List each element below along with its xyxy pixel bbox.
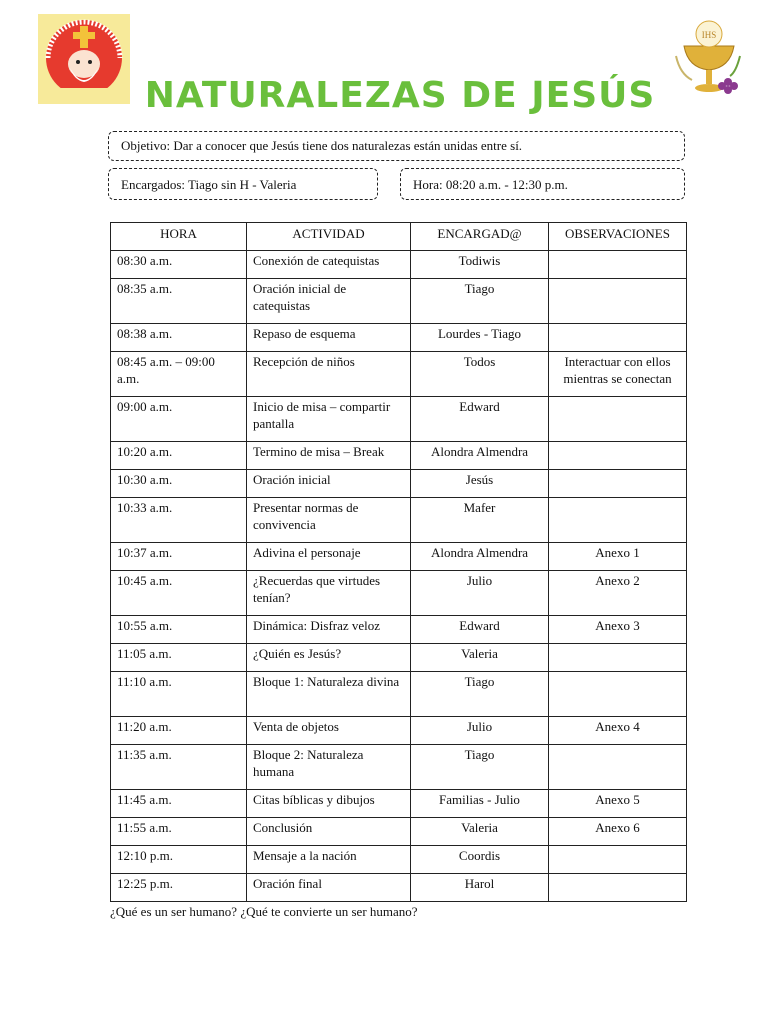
cell-actividad: Termino de misa – Break — [247, 442, 411, 470]
cell-observaciones: Anexo 5 — [549, 790, 687, 818]
cell-encargado: Julio — [411, 571, 549, 616]
encargados-text: Encargados: Tiago sin H - Valeria — [121, 177, 297, 192]
cell-observaciones: Anexo 1 — [549, 543, 687, 571]
cell-observaciones — [549, 324, 687, 352]
cell-hora: 11:05 a.m. — [111, 644, 247, 672]
header-observaciones: OBSERVACIONES — [549, 223, 687, 251]
parish-logo — [38, 14, 130, 104]
table-row — [111, 644, 687, 672]
table-row — [111, 745, 687, 790]
cell-encargado: Tiago — [411, 279, 549, 324]
cell-encargado: Coordis — [411, 846, 549, 874]
cell-encargado: Julio — [411, 717, 549, 745]
svg-text:IHS: IHS — [701, 30, 717, 40]
cell-actividad: ¿Quién es Jesús? — [247, 644, 411, 672]
table-row — [111, 442, 687, 470]
cell-observaciones — [549, 846, 687, 874]
table-row — [111, 324, 687, 352]
cell-encargado: Jesús — [411, 470, 549, 498]
schedule-table — [110, 222, 687, 902]
cell-actividad: Venta de objetos — [247, 717, 411, 745]
table-row — [111, 846, 687, 874]
table-header-row — [111, 223, 687, 251]
table-row — [111, 279, 687, 324]
cell-encargado: Valeria — [411, 644, 549, 672]
table-row — [111, 470, 687, 498]
cell-hora: 10:20 a.m. — [111, 442, 247, 470]
cell-actividad: Bloque 2: Naturaleza humana — [247, 745, 411, 790]
cell-hora: 08:45 a.m. – 09:00 a.m. — [111, 352, 247, 397]
cell-hora: 10:37 a.m. — [111, 543, 247, 571]
cell-actividad: Oración final — [247, 874, 411, 902]
cell-hora: 11:10 a.m. — [111, 672, 247, 717]
table-row — [111, 571, 687, 616]
cell-hora: 11:55 a.m. — [111, 818, 247, 846]
cell-encargado: Edward — [411, 397, 549, 442]
cell-actividad: Recepción de niños — [247, 352, 411, 397]
cell-hora: 09:00 a.m. — [111, 397, 247, 442]
cell-encargado: Mafer — [411, 498, 549, 543]
cell-hora: 08:35 a.m. — [111, 279, 247, 324]
cell-hora: 12:10 p.m. — [111, 846, 247, 874]
table-row — [111, 616, 687, 644]
cell-hora: 12:25 p.m. — [111, 874, 247, 902]
header-actividad: ACTIVIDAD — [247, 223, 411, 251]
hora-text: Hora: 08:20 a.m. - 12:30 p.m. — [413, 177, 568, 192]
chalice-ihs-icon — [670, 16, 748, 100]
cell-observaciones — [549, 644, 687, 672]
cell-actividad: ¿Recuerdas que virtudes tenían? — [247, 571, 411, 616]
cell-encargado: Todos — [411, 352, 549, 397]
cell-encargado: Valeria — [411, 818, 549, 846]
closing-question: ¿Qué es un ser humano? ¿Qué te convierte un ser humano? — [110, 904, 418, 919]
cell-observaciones — [549, 251, 687, 279]
cell-observaciones — [549, 442, 687, 470]
cell-hora: 11:35 a.m. — [111, 745, 247, 790]
cell-encargado: Alondra Almendra — [411, 442, 549, 470]
table-row — [111, 251, 687, 279]
cell-actividad: Inicio de misa – compartir pantalla — [247, 397, 411, 442]
encargados-box — [108, 168, 378, 200]
cell-encargado: Alondra Almendra — [411, 543, 549, 571]
cell-observaciones: Anexo 4 — [549, 717, 687, 745]
cell-actividad: Oración inicial — [247, 470, 411, 498]
cell-hora: 10:30 a.m. — [111, 470, 247, 498]
table-row — [111, 790, 687, 818]
cell-observaciones — [549, 397, 687, 442]
chalice-logo — [670, 16, 748, 100]
page-title: NATURALEZAS DE JESÚS — [144, 75, 656, 116]
hora-box — [400, 168, 685, 200]
table-row — [111, 352, 687, 397]
header-encargado: ENCARGAD@ — [411, 223, 549, 251]
table-row — [111, 672, 687, 717]
cell-encargado: Tiago — [411, 745, 549, 790]
cell-encargado: Tiago — [411, 672, 549, 717]
cell-hora: 11:45 a.m. — [111, 790, 247, 818]
cell-actividad: Adivina el personaje — [247, 543, 411, 571]
cell-observaciones — [549, 470, 687, 498]
table-row — [111, 543, 687, 571]
table-row — [111, 498, 687, 543]
cell-observaciones — [549, 498, 687, 543]
cell-actividad: Mensaje a la nación — [247, 846, 411, 874]
table-row — [111, 874, 687, 902]
cell-observaciones — [549, 874, 687, 902]
cell-encargado: Familias - Julio — [411, 790, 549, 818]
cell-actividad: Dinámica: Disfraz veloz — [247, 616, 411, 644]
cell-encargado: Todiwis — [411, 251, 549, 279]
cell-encargado: Edward — [411, 616, 549, 644]
parish-youth-logo-icon — [38, 14, 130, 104]
objetivo-text: Objetivo: Dar a conocer que Jesús tiene dos naturalezas están unidas entre sí. — [121, 138, 523, 153]
cell-hora: 10:55 a.m. — [111, 616, 247, 644]
cell-actividad: Citas bíblicas y dibujos — [247, 790, 411, 818]
header-hora: HORA — [111, 223, 247, 251]
cell-observaciones: Anexo 2 — [549, 571, 687, 616]
cell-actividad: Conexión de catequistas — [247, 251, 411, 279]
cell-hora: 10:33 a.m. — [111, 498, 247, 543]
cell-observaciones — [549, 672, 687, 717]
cell-actividad: Bloque 1: Naturaleza divina — [247, 672, 411, 717]
cell-hora: 11:20 a.m. — [111, 717, 247, 745]
cell-hora: 08:38 a.m. — [111, 324, 247, 352]
cell-hora: 10:45 a.m. — [111, 571, 247, 616]
table-row — [111, 818, 687, 846]
cell-observaciones: Interactuar con ellos mientras se conectan — [549, 352, 687, 397]
cell-encargado: Harol — [411, 874, 549, 902]
objetivo-box — [108, 131, 685, 161]
cell-actividad: Oración inicial de catequistas — [247, 279, 411, 324]
cell-hora: 08:30 a.m. — [111, 251, 247, 279]
cell-actividad: Repaso de esquema — [247, 324, 411, 352]
cell-observaciones — [549, 745, 687, 790]
table-row — [111, 717, 687, 745]
cell-actividad: Conclusión — [247, 818, 411, 846]
table-row — [111, 397, 687, 442]
cell-encargado: Lourdes - Tiago — [411, 324, 549, 352]
cell-observaciones — [549, 279, 687, 324]
cell-actividad: Presentar normas de convivencia — [247, 498, 411, 543]
cell-observaciones: Anexo 6 — [549, 818, 687, 846]
cell-observaciones: Anexo 3 — [549, 616, 687, 644]
